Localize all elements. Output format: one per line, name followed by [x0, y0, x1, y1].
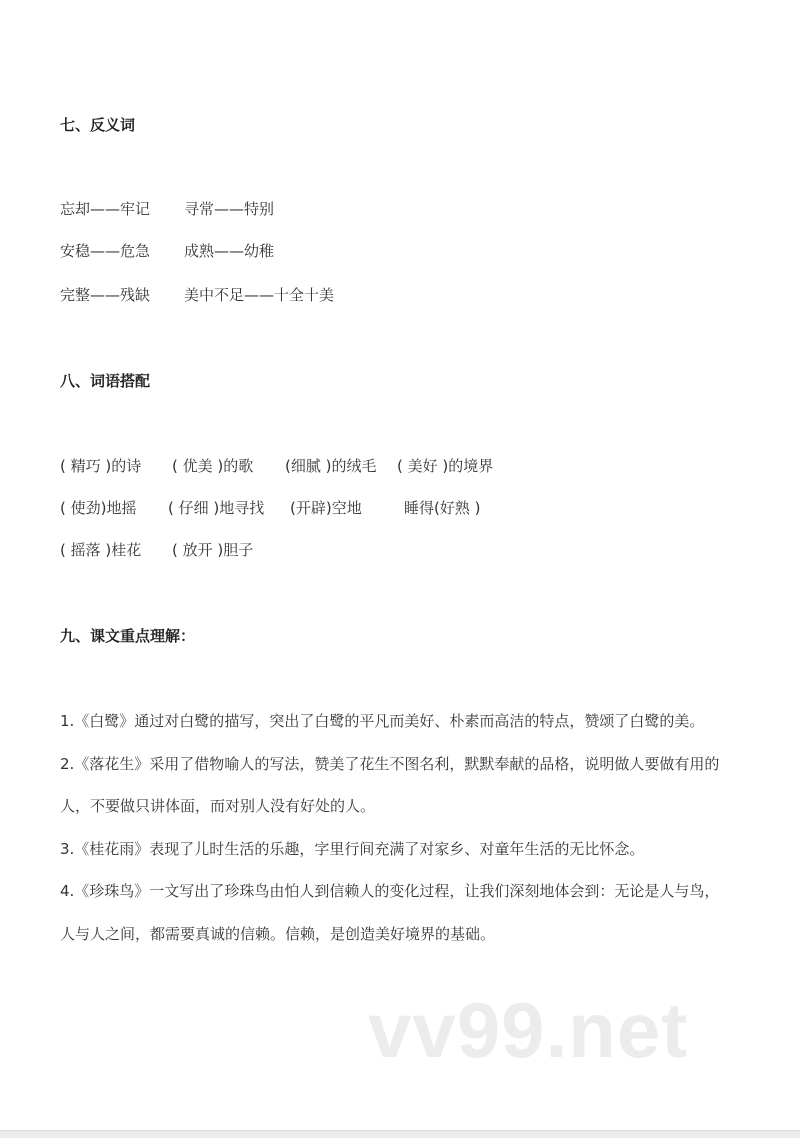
- collocation: 睡得(好熟 ): [404, 499, 481, 517]
- key-point-item: 3.《桂花雨》表现了儿时生活的乐趣，字里行间充满了对家乡、对童年生活的无比怀念。: [60, 839, 645, 858]
- antonym-pair: 安稳——危急: [60, 242, 151, 260]
- antonym-pair: 寻常——特别: [184, 200, 275, 218]
- antonym-pair: 忘却——牢记: [60, 200, 151, 218]
- collocation: ( 优美 )的歌: [172, 457, 254, 475]
- key-points-list: [60, 700, 728, 956]
- collocation: ( 美好 )的境界: [397, 457, 494, 475]
- collocation: ( 放开 )胆子: [172, 541, 254, 559]
- key-point-item: 1.《白鹭》通过对白鹭的描写，突出了白鹭的平凡而美好、朴素而高洁的特点，赞颂了白鹭的美。: [60, 712, 705, 730]
- collocation: ( 精巧 )的诗: [60, 457, 142, 475]
- collocation: ( 使劲)地摇: [60, 499, 137, 517]
- key-point-item: 4.《珍珠鸟》一文写出了珍珠鸟由怕人到信赖人的变化过程，让我们深刻地体会到：无论是人与鸟，人与人之间，都需要真诚的信赖。信赖，是创造美好境界的基础。: [60, 882, 720, 943]
- collocation: ( 仔细 )地寻找: [168, 499, 265, 517]
- collocation: (开辟)空地: [290, 499, 362, 517]
- section-heading: 八、词语搭配: [60, 372, 151, 390]
- antonym-pair: 完整——残缺: [60, 286, 151, 304]
- collocation: (细腻 )的绒毛: [285, 457, 377, 475]
- section-heading: 九、课文重点理解：: [60, 627, 196, 645]
- key-point-item: 2.《落花生》采用了借物喻人的写法，赞美了花生不图名利，默默奉献的品格，说明做人要做有用的人，不要做只讲体面，而对别人没有好处的人。: [60, 754, 720, 816]
- antonym-pair: 美中不足——十全十美: [184, 286, 335, 304]
- section-heading: 七、反义词: [60, 116, 136, 134]
- watermark: vv99.net: [368, 986, 689, 1074]
- collocation: ( 摇落 )桂花: [60, 541, 142, 559]
- antonym-pair: 成熟——幼稚: [184, 242, 275, 260]
